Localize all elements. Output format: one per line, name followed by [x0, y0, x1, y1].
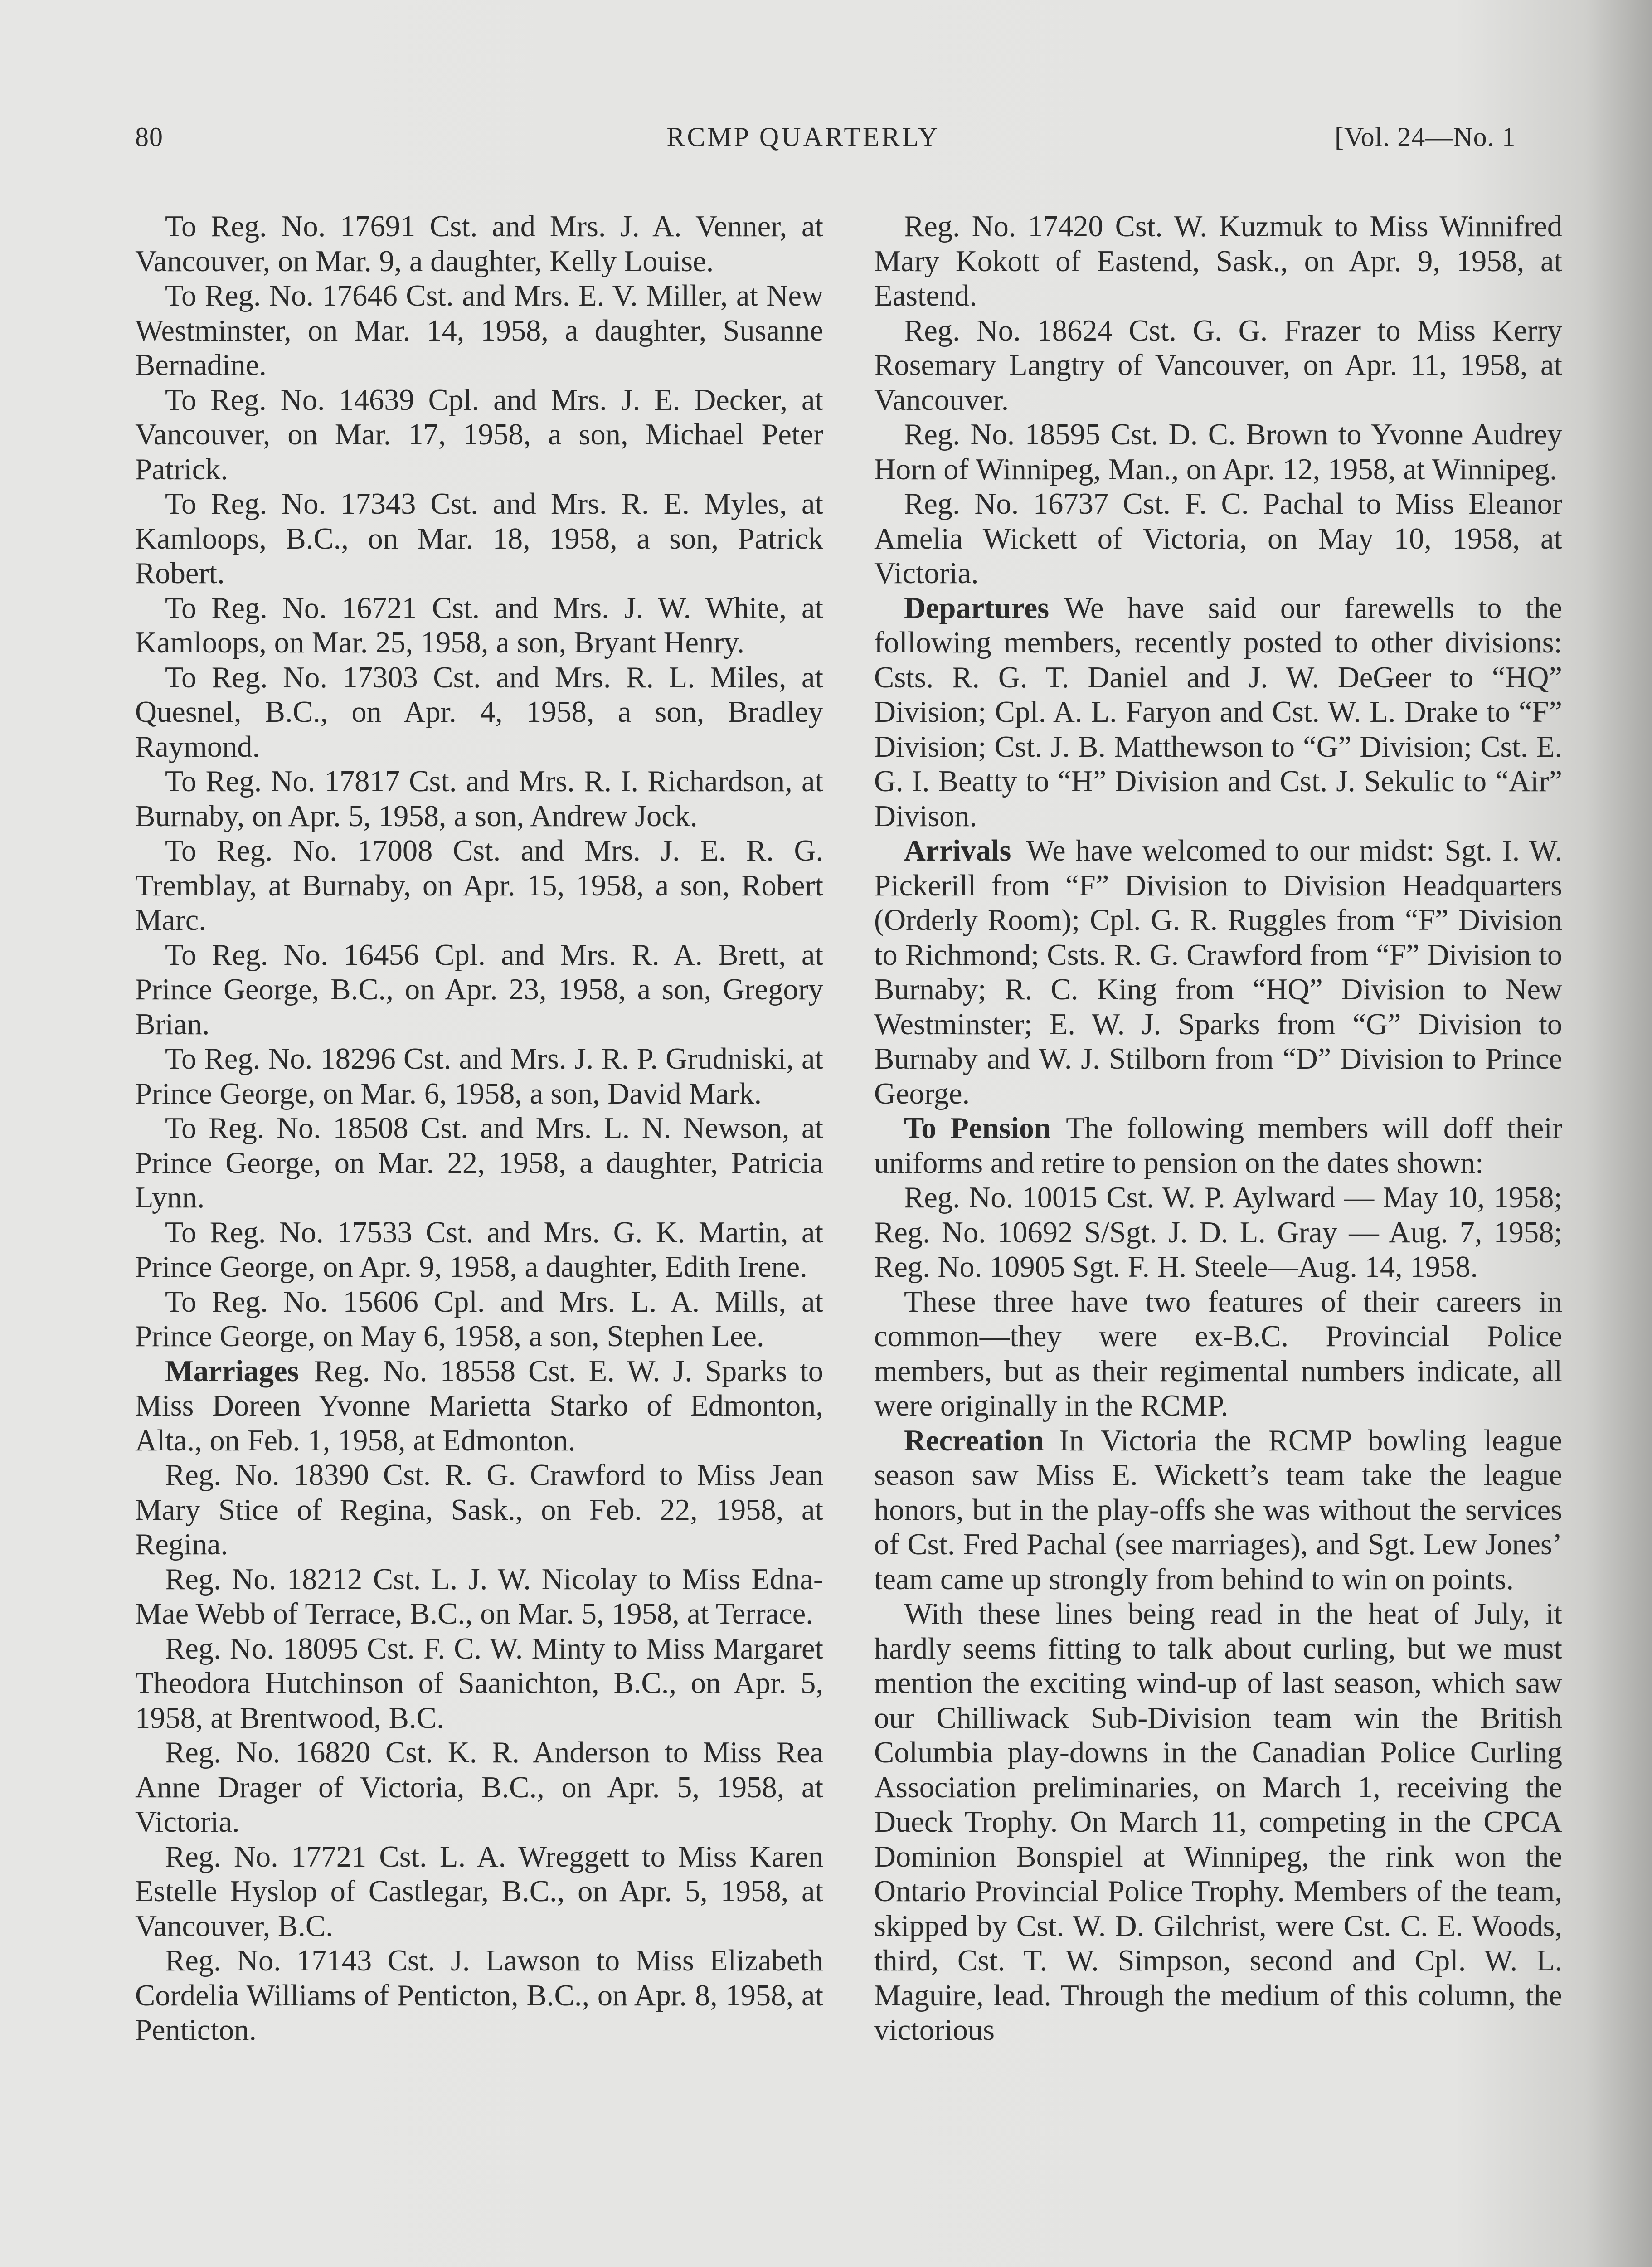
paragraph-text: Reg. No. 16820 Cst. K. R. Anderson to Miss Rea Anne Drager of Victoria, B.C., on Apr. 5, 1958, at Victoria. — [135, 1736, 823, 1839]
paragraph-text: To Reg. No. 17303 Cst. and Mrs. R. L. Miles, at Quesnel, B.C., on Apr. 4, 1958, a son, Bradley Raymond. — [135, 661, 823, 764]
paragraph — [135, 591, 823, 661]
paragraph — [135, 1840, 823, 1944]
paragraph-text: These three have two features of their careers in common—they were ex-B.C. Provincial Police members, but as their regimental numbers indicate, all were originally in the RCMP. — [874, 1285, 1562, 1422]
paragraph-text: We have said our farewells to the following members, recently posted to other divisions: Csts. R. G. T. Daniel and J. W. DeGeer to “HQ” Division; Cpl. A. L. Faryon and Cst. W. L. Drake to “F” Division; Cst. J. B. Matthewson to “G” Division; Cst. E. G. I. Beatty to “H” Division and Cst. J. Sekulic to “Air” Divison. — [874, 591, 1562, 833]
paragraph-text: To Reg. No. 17691 Cst. and Mrs. J. A. Venner, at Vancouver, on Mar. 9, a daughter, Kelly Louise. — [135, 210, 823, 278]
paragraph-text: To Reg. No. 17008 Cst. and Mrs. J. E. R. G. Tremblay, at Burnaby, on Apr. 15, 1958, a son, Robert Marc. — [135, 834, 823, 937]
paragraph — [135, 1736, 823, 1840]
paragraph-text: To Reg. No. 17343 Cst. and Mrs. R. E. Myles, at Kamloops, B.C., on Mar. 18, 1958, a son, Patrick Robert. — [135, 487, 823, 590]
paragraph-text: Reg. No. 18390 Cst. R. G. Crawford to Miss Jean Mary Stice of Regina, Sask., on Feb. 22, 1958, at Regina. — [135, 1459, 823, 1561]
paragraph-text: To Reg. No. 16456 Cpl. and Mrs. R. A. Brett, at Prince George, B.C., on Apr. 23, 1958, a son, Gregory Brian. — [135, 938, 823, 1041]
paragraph — [874, 487, 1562, 591]
paragraph-text: To Reg. No. 17817 Cst. and Mrs. R. I. Richardson, at Burnaby, on Apr. 5, 1958, a son, Andrew Jock. — [135, 765, 823, 833]
paragraph — [874, 1111, 1562, 1181]
paragraph — [135, 1562, 823, 1632]
paragraph — [135, 1111, 823, 1216]
paragraph-text: Reg. No. 18212 Cst. L. J. W. Nicolay to Miss Edna-Mae Webb of Terrace, B.C., on Mar. 5, 1958, at Terrace. — [135, 1562, 823, 1630]
right-column — [874, 209, 1562, 2048]
paragraph — [874, 418, 1562, 487]
paragraph — [135, 938, 823, 1042]
paragraph — [135, 487, 823, 591]
paragraph-text: Reg. No. 17143 Cst. J. Lawson to Miss Elizabeth Cordelia Williams of Penticton, B.C., on Apr. 8, 1958, at Penticton. — [135, 1944, 823, 2047]
paragraph-text: To Reg. No. 17533 Cst. and Mrs. G. K. Martin, at Prince George, on Apr. 9, 1958, a daughter, Edith Irene. — [135, 1216, 823, 1284]
paragraph-text: We have welcomed to our midst: Sgt. I. W. Pickerill from “F” Division to Division Headquarters (Orderly Room); Cpl. G. R. Ruggles from “F” Division to Richmond; Csts. R. G. Crawford from “F” Division to Burnaby; R. C. King from “HQ” Division to New Westminster; E. W. J. Sparks from “G” Division to Burnaby and W. J. Stilborn from “D” Division to Prince George. — [874, 834, 1562, 1110]
section-heading: Arrivals — [904, 834, 1011, 867]
paragraph — [135, 383, 823, 487]
paragraph — [874, 1424, 1562, 1597]
section-heading: To Pension — [904, 1112, 1051, 1145]
left-column — [135, 209, 823, 2048]
paragraph-text: Reg. No. 18624 Cst. G. G. Frazer to Miss Kerry Rosemary Langtry of Vancouver, on Apr. 11, 1958, at Vancouver. — [874, 314, 1562, 417]
running-title: RCMP QUARTERLY — [666, 122, 940, 152]
paragraph — [874, 1181, 1562, 1285]
volume-issue: [Vol. 24—No. 1 — [1335, 122, 1516, 152]
paragraph — [135, 209, 823, 279]
paragraph — [874, 314, 1562, 418]
paragraph — [874, 591, 1562, 834]
section-heading: Recreation — [904, 1424, 1044, 1457]
page-number: 80 — [135, 122, 163, 152]
paragraph-text: To Reg. No. 16721 Cst. and Mrs. J. W. White, at Kamloops, on Mar. 25, 1958, a son, Bryant Henry. — [135, 591, 823, 659]
paragraph-text: Reg. No. 18558 Cst. E. W. J. Sparks to Miss Doreen Yvonne Marietta Starko of Edmonton, Alta., on Feb. 1, 1958, at Edmonton. — [135, 1354, 823, 1457]
paragraph — [135, 661, 823, 765]
paragraph-text: In Victoria the RCMP bowling league season saw Miss E. Wickett’s team take the league honors, but in the play-offs she was without the services of Cst. Fred Pachal (see marriages), and Sgt. Lew Jones’ team came up strongly from behind to win on points. — [874, 1424, 1562, 1596]
paragraph-text: Reg. No. 17721 Cst. L. A. Wreggett to Miss Karen Estelle Hyslop of Castlegar, B.C., on Apr. 5, 1958, at Vancouver, B.C. — [135, 1840, 823, 1943]
paragraph-text: Reg. No. 17420 Cst. W. Kuzmuk to Miss Winnifred Mary Kokott of Eastend, Sask., on Apr. 9, 1958, at Eastend. — [874, 210, 1562, 312]
paragraph-text: The following members will doff their uniforms and retire to pension on the dates shown: — [874, 1112, 1562, 1180]
paragraph-text: To Reg. No. 18296 Cst. and Mrs. J. R. P. Grudniski, at Prince George, on Mar. 6, 1958, a son, David Mark. — [135, 1042, 823, 1110]
paragraph-text: To Reg. No. 17646 Cst. and Mrs. E. V. Miller, at New Westminster, on Mar. 14, 1958, a daughter, Susanne Bernadine. — [135, 279, 823, 382]
paragraph-text: Reg. No. 18095 Cst. F. C. W. Minty to Miss Margaret Theodora Hutchinson of Saanichton, B.C., on Apr. 5, 1958, at Brentwood, B.C. — [135, 1632, 823, 1735]
paragraph — [135, 1354, 823, 1459]
section-heading: Departures — [904, 591, 1050, 625]
paragraph — [135, 1944, 823, 2048]
paragraph-text: Reg. No. 16737 Cst. F. C. Pachal to Miss Eleanor Amelia Wickett of Victoria, on May 10, 1958, at Victoria. — [874, 487, 1562, 590]
paragraph — [135, 1285, 823, 1354]
paragraph — [135, 1632, 823, 1736]
paragraph — [135, 764, 823, 834]
paragraph — [135, 1458, 823, 1562]
paragraph — [874, 834, 1562, 1111]
paragraph — [135, 1042, 823, 1111]
paragraph — [135, 1216, 823, 1285]
paragraph-text: Reg. No. 18595 Cst. D. C. Brown to Yvonne Audrey Horn of Winnipeg, Man., on Apr. 12, 1958, at Winnipeg. — [874, 418, 1562, 486]
section-heading: Marriages — [165, 1354, 299, 1388]
paragraph — [874, 1285, 1562, 1424]
paragraph-text: Reg. No. 10015 Cst. W. P. Aylward — May 10, 1958; Reg. No. 10692 S/Sgt. J. D. L. Gray — Aug. 7, 1958; Reg. No. 10905 Sgt. F. H. Steele—Aug. 14, 1958. — [874, 1181, 1562, 1284]
paragraph-text: To Reg. No. 15606 Cpl. and Mrs. L. A. Mills, at Prince George, on May 6, 1958, a son, Stephen Lee. — [135, 1285, 823, 1353]
paragraph — [135, 834, 823, 938]
paragraph-text: To Reg. No. 14639 Cpl. and Mrs. J. E. Decker, at Vancouver, on Mar. 17, 1958, a son, Michael Peter Patrick. — [135, 383, 823, 486]
paragraph — [874, 1597, 1562, 2048]
paragraph — [874, 209, 1562, 314]
paragraph-text: To Reg. No. 18508 Cst. and Mrs. L. N. Newson, at Prince George, on Mar. 22, 1958, a daughter, Patricia Lynn. — [135, 1112, 823, 1214]
paragraph — [135, 279, 823, 383]
paragraph-text: With these lines being read in the heat of July, it hardly seems fitting to talk about curling, but we must mention the exciting wind-up of last season, which saw our Chilliwack Sub-Division team win the British Columbia play-downs in the Canadian Police Curling Association preliminaries, on March 1, receiving the Dueck Trophy. On March 11, competing in the CPCA Dominion Bonspiel at Winnipeg, the rink won the Ontario Provincial Police Trophy. Members of the team, skipped by Cst. W. D. Gilchrist, were Cst. C. E. Woods, third, Cst. T. W. Simpson, second and Cpl. W. L. Maguire, lead. Through the medium of this column, the victorious — [874, 1597, 1562, 2047]
